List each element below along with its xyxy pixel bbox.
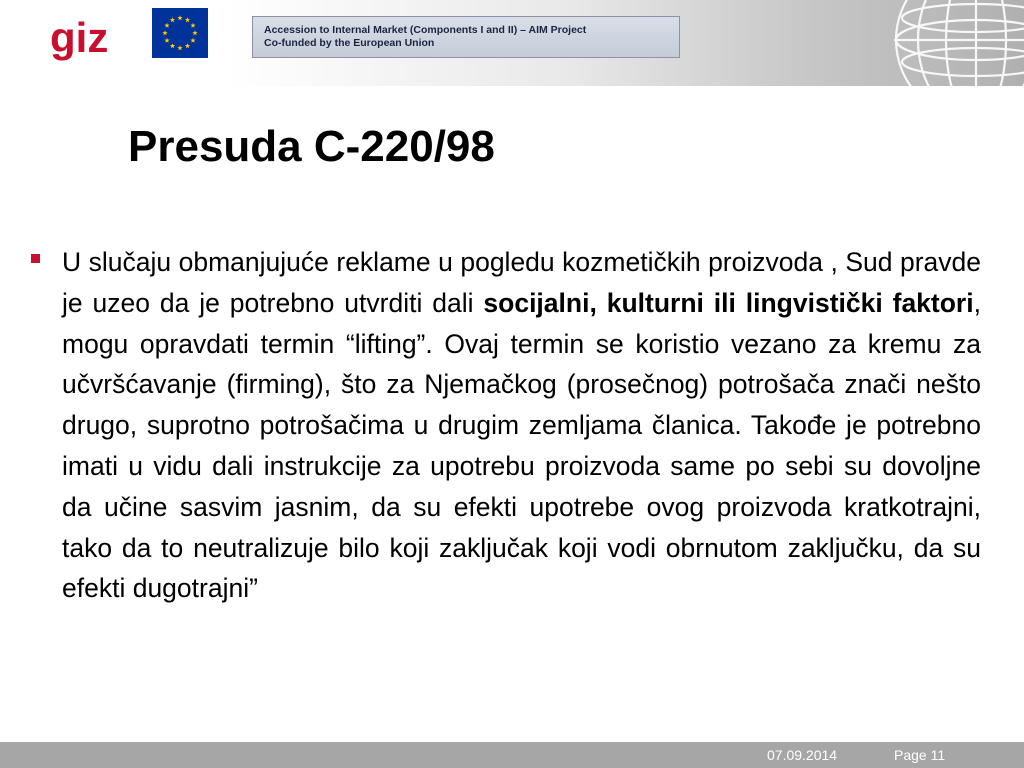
page-number: Page 11 <box>894 747 946 763</box>
bullet-text-part1: U slučaju obmanjujuće reklame u pogledu kozmetičkih proizvoda , Sud pravde je uzeo da je potrebno utvrditi dali <box>62 247 981 318</box>
project-banner <box>252 16 680 58</box>
page-title: Presuda C-220/98 <box>128 122 495 171</box>
project-funding: Co-funded by the European Union <box>264 36 435 49</box>
project-title: Accession to Internal Market (Components I and II) – AIM Project <box>264 24 587 36</box>
bullet-text-part2: , mogu opravdati termin “lifting”. Ovaj termin se koristio vezano za kremu za učvršćavanje (firming), što za Njemačkog (prosečnog) potrošača znači nešto drugo, suprotno potrošačima u drugim zemljama članica. Takođe je potrebno imati u vidu dali instrukcije za upotrebu proizvoda same po sebi su dovoljne da učine sasvim jasnim, da su efekti upotrebe ovog proizvoda kratkotrajni, tako da to neutralizuje bilo koji zaključak koji vodi obrnutom zaključku, da su efekti dugotrajni” <box>62 287 981 604</box>
bullet-item <box>31 242 981 609</box>
footer-date: 07.09.2014 <box>767 747 838 763</box>
slide-footer <box>0 742 1024 768</box>
eu-flag-icon <box>152 8 208 58</box>
bullet-text-bold: socijalni, kulturni ili lingvistički faktori <box>483 287 974 318</box>
bullet-text <box>62 242 981 609</box>
svg-text:giz: giz <box>50 16 109 61</box>
globe-icon <box>884 0 1024 86</box>
square-bullet-icon <box>31 254 40 263</box>
slide-header <box>0 0 1024 86</box>
giz-logo <box>48 16 118 72</box>
